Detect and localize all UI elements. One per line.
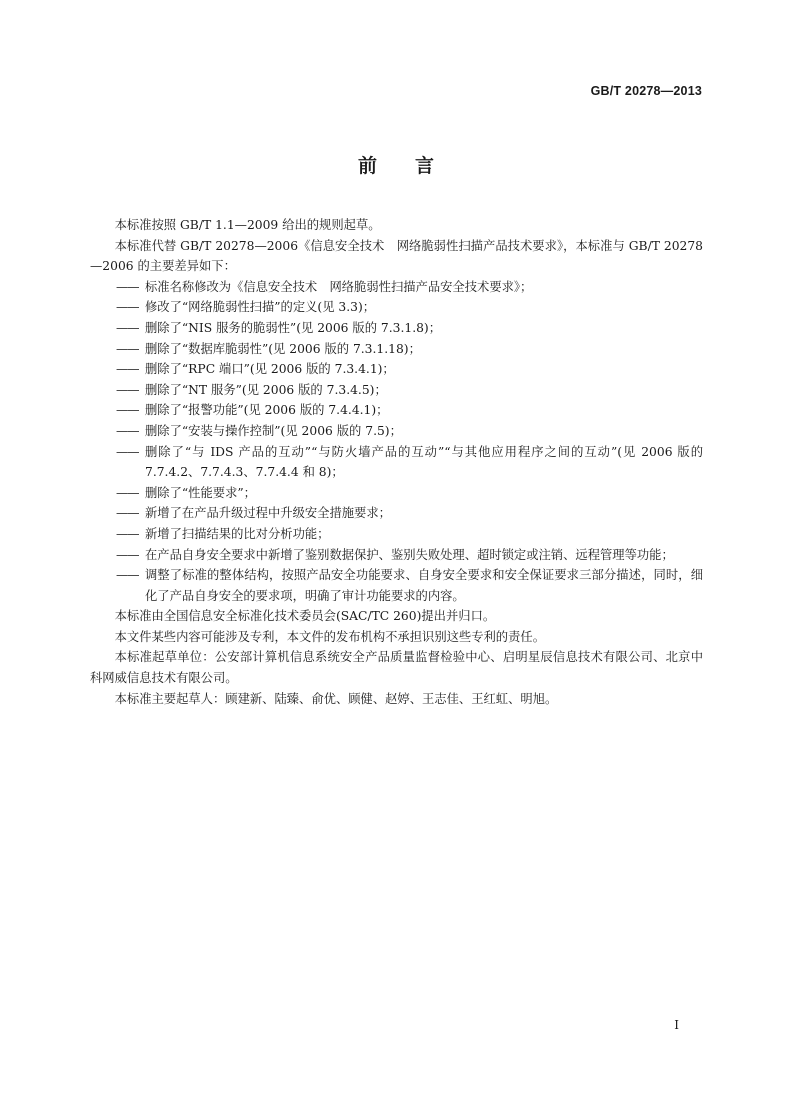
- dash-marker: ——: [116, 444, 139, 459]
- paragraph-drafters: 本标准主要起草人：顾建新、陆臻、俞优、顾健、赵婷、王志佳、王红虹、明旭。: [114, 691, 558, 706]
- dash-marker: ——: [116, 403, 139, 418]
- paragraph-patent-notice: 本文件某些内容可能涉及专利，本文件的发布机构不承担识别这些专利的责任。: [114, 629, 545, 644]
- list-item: [90, 565, 703, 606]
- list-item: [90, 380, 703, 401]
- list-item-text: 在产品自身安全要求中新增了鉴别数据保护、鉴别失败处理、超时锁定或注销、远程管理等功能；: [145, 547, 674, 562]
- page-number: I: [674, 1018, 679, 1032]
- standard-code: GB/T 20278—2013: [590, 84, 702, 98]
- dash-marker: ——: [116, 423, 139, 438]
- list-item-text: 删除了“NIS 服务的脆弱性”(见 2006 版的 7.3.1.8)；: [145, 320, 442, 335]
- dash-marker: ——: [116, 547, 139, 562]
- list-item-text: 新增了在产品升级过程中升级安全措施要求；: [145, 506, 391, 521]
- list-item-text: 新增了扫描结果的比对分析功能；: [145, 526, 330, 541]
- list-item: [90, 359, 703, 380]
- list-item: [90, 421, 703, 442]
- list-item-text: 删除了“数据库脆弱性”(见 2006 版的 7.3.1.18)；: [145, 341, 421, 356]
- list-item: [90, 524, 703, 545]
- list-item-text: 标准名称修改为《信息安全技术 网络脆弱性扫描产品安全技术要求》；: [145, 279, 533, 294]
- paragraph-replacement: 本标准代替 GB/T 20278—2006《信息安全技术 网络脆弱性扫描产品技术要求》，本标准与 GB/T 20278—2006 的主要差异如下：: [90, 238, 703, 274]
- list-item-text: 删除了“安装与操作控制”(见 2006 版的 7.5)；: [145, 423, 402, 438]
- dash-marker: ——: [116, 300, 139, 315]
- list-item: [90, 442, 703, 483]
- dash-marker: ——: [116, 382, 139, 397]
- list-item-text: 删除了“RPC 端口”(见 2006 版的 7.3.4.1)；: [145, 362, 395, 377]
- page-title: 前言: [357, 155, 472, 177]
- list-item-text: 调整了标准的整体结构，按照产品安全功能要求、自身安全要求和安全保证要求三部分描述，同时，细化了产品自身安全的要求项，明确了审计功能要求的内容。: [145, 568, 703, 603]
- foreword-body: [90, 215, 703, 709]
- changes-list: [90, 277, 703, 607]
- list-item: [90, 318, 703, 339]
- list-item: [90, 503, 703, 524]
- list-item: [90, 483, 703, 504]
- list-item-text: 修改了“网络脆弱性扫描”的定义(见 3.3)；: [145, 300, 376, 315]
- dash-marker: ——: [116, 320, 139, 335]
- list-item: [90, 339, 703, 360]
- list-item: [90, 545, 703, 566]
- paragraph-committee: 本标准由全国信息安全标准化技术委员会(SAC/TC 260)提出并归口。: [114, 609, 496, 624]
- list-item-text: 删除了“性能要求”；: [145, 485, 256, 500]
- dash-marker: ——: [116, 279, 139, 294]
- dash-marker: ——: [116, 526, 139, 541]
- list-item: [90, 297, 703, 318]
- dash-marker: ——: [116, 506, 139, 521]
- list-item: [90, 400, 703, 421]
- dash-marker: ——: [116, 568, 139, 583]
- list-item: [90, 277, 703, 298]
- paragraph-drafting-rules: 本标准按照 GB/T 1.1—2009 给出的规则起草。: [114, 218, 381, 232]
- dash-marker: ——: [116, 362, 139, 377]
- list-item-text: 删除了“与 IDS 产品的互动”“与防火墙产品的互动”“与其他应用程序之间的互动”(见 2006 版的 7.7.4.2、7.7.4.3、7.7.4.4 和 8)；: [145, 444, 703, 480]
- dash-marker: ——: [116, 485, 139, 500]
- paragraph-drafting-units: 本标准起草单位：公安部计算机信息系统安全产品质量监督检验中心、启明星辰信息技术有限公司、北京中科网威信息技术有限公司。: [90, 650, 703, 686]
- dash-marker: ——: [116, 341, 139, 356]
- list-item-text: 删除了“报警功能”(见 2006 版的 7.4.4.1)；: [145, 403, 389, 418]
- list-item-text: 删除了“NT 服务”(见 2006 版的 7.3.4.5)；: [145, 382, 387, 397]
